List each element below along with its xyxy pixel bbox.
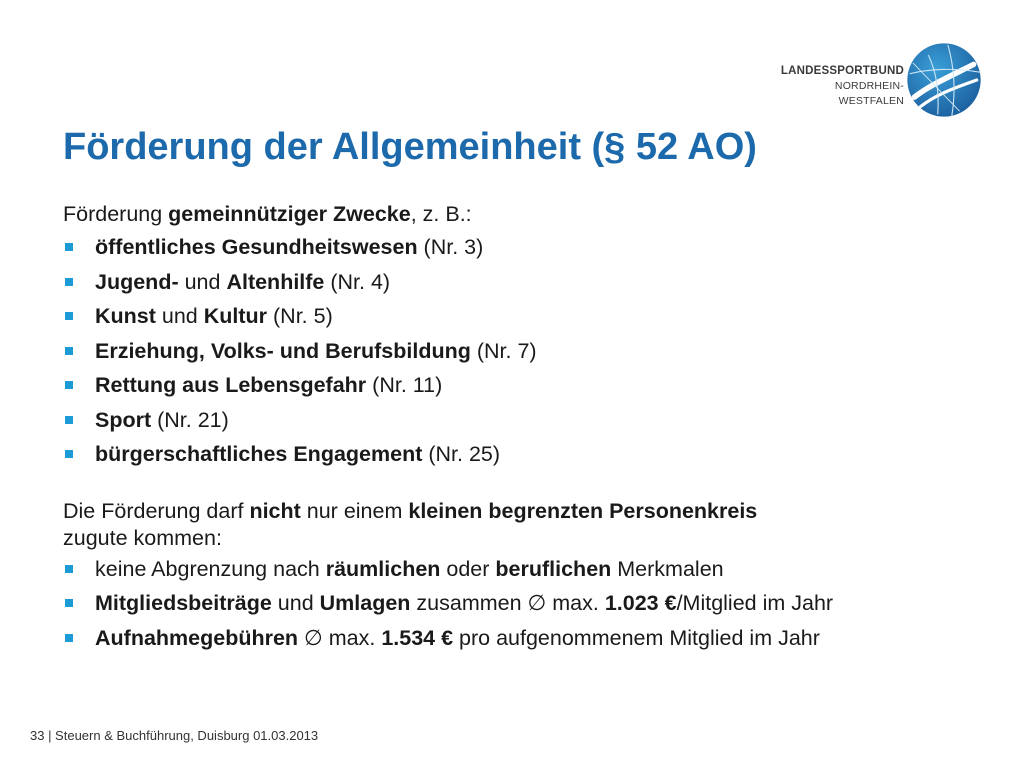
intro-bold: gemeinnütziger Zwecke <box>168 202 411 226</box>
item-text: /Mitglied im Jahr <box>676 591 834 615</box>
item-bold: öffentliches Gesundheitswesen <box>95 235 418 259</box>
item-bold: Aufnahmegebühren <box>95 625 299 650</box>
intro-text-part: Förderung <box>63 202 169 226</box>
item-text: pro aufgenommenem Mitglied im Jahr <box>453 625 820 650</box>
list-item <box>63 334 983 369</box>
logo-line-2: NORDRHEIN-WESTFALEN <box>834 80 904 107</box>
item-text: und <box>178 269 227 294</box>
item-text: keine Abgrenzung nach <box>95 556 326 581</box>
item-bold: Rettung aus Lebensgefahr <box>95 373 367 397</box>
item-text: zusammen ∅ max. <box>410 591 605 615</box>
bullet-square-icon <box>65 243 73 251</box>
page-title: Förderung der Allgemeinheit (§ 52 AO) <box>63 126 757 168</box>
item-bold: Sport <box>95 407 152 432</box>
item-bold: beruflichen <box>495 556 612 581</box>
bullet-square-icon <box>65 599 73 607</box>
para-bold: kleinen begrenzten Personenkreis <box>408 498 758 523</box>
slide-content <box>63 198 983 655</box>
para-text: zugute kommen: <box>63 525 222 550</box>
list-item <box>63 621 983 656</box>
item-text: (Nr. 25) <box>422 442 501 466</box>
restriction-text <box>63 498 983 552</box>
item-bold: Kunst <box>95 304 156 328</box>
bullet-square-icon <box>65 565 73 573</box>
item-text: und <box>271 591 320 615</box>
bullet-square-icon <box>65 312 73 320</box>
item-bold: Kultur <box>203 304 268 328</box>
bullet-square-icon <box>65 634 73 642</box>
logo-text <box>780 64 904 109</box>
bullet-square-icon <box>65 347 73 355</box>
item-bold: Umlagen <box>319 591 411 615</box>
item-bold: 1.023 € <box>604 591 677 615</box>
list-item <box>63 230 983 265</box>
item-text: (Nr. 4) <box>324 269 391 294</box>
list-item <box>63 299 983 334</box>
item-text: (Nr. 3) <box>417 235 484 259</box>
item-text: oder <box>440 556 496 581</box>
list-item <box>63 586 983 621</box>
item-bold: bürgerschaftliches Engagement <box>95 442 423 466</box>
footer-text: 33 | Steuern & Buchführung, Duisburg 01.03.2013 <box>30 728 319 743</box>
item-bold: Mitgliedsbeiträge <box>95 591 272 615</box>
item-text: (Nr. 11) <box>366 373 443 397</box>
item-text: Merkmalen <box>611 556 724 581</box>
logo-line-1: LANDESSPORTBUND <box>780 65 904 77</box>
restrictions-list <box>63 552 983 656</box>
item-text: und <box>155 304 204 328</box>
item-bold: 1.534 € <box>381 625 454 650</box>
list-item <box>63 552 983 587</box>
item-bold: Jugend- <box>95 269 179 294</box>
item-text: ∅ max. <box>298 625 382 650</box>
para-text: nur einem <box>300 498 409 523</box>
item-text: (Nr. 21) <box>151 407 229 432</box>
item-text: (Nr. 7) <box>470 338 537 363</box>
list-item <box>63 403 983 438</box>
list-item <box>63 265 983 300</box>
logo <box>780 40 990 120</box>
globe-logo-icon <box>905 41 983 119</box>
bullet-square-icon <box>65 278 73 286</box>
item-text: (Nr. 5) <box>267 304 333 328</box>
bullet-square-icon <box>65 416 73 424</box>
bullet-square-icon <box>65 381 73 389</box>
list-item <box>63 368 983 403</box>
bullet-square-icon <box>65 450 73 458</box>
para-bold: nicht <box>249 498 301 523</box>
purposes-list <box>63 230 983 472</box>
intro-text-part: , z. B.: <box>410 202 472 226</box>
list-item <box>63 437 983 472</box>
para-text: Die Förderung darf <box>63 498 250 523</box>
item-bold: räumlichen <box>325 556 441 581</box>
item-bold: Altenhilfe <box>226 269 325 294</box>
item-bold: Erziehung, Volks- und Berufsbildung <box>95 338 471 363</box>
intro-text <box>63 198 983 230</box>
